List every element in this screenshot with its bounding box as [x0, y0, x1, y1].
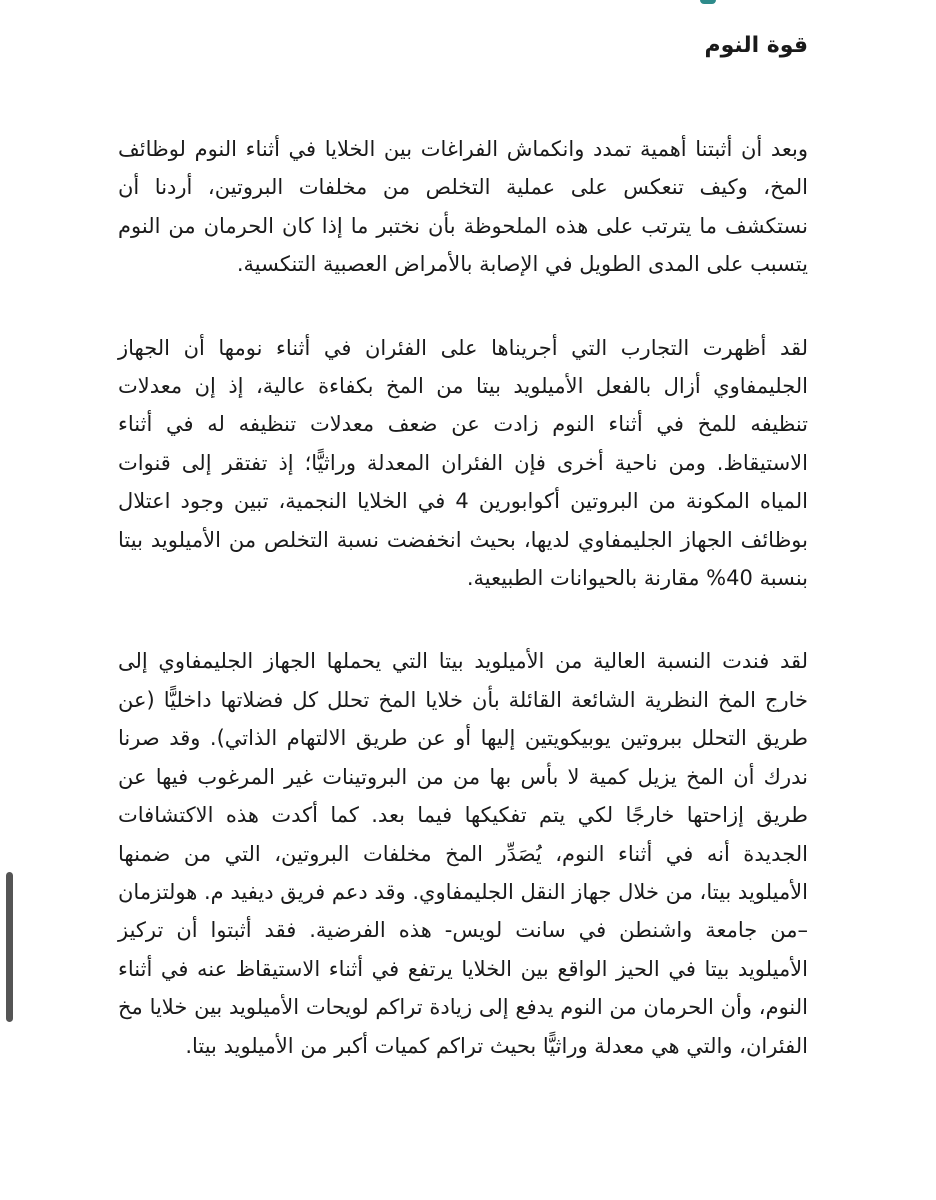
section-title: قوة النوم [704, 33, 808, 58]
article-body [118, 20, 808, 1065]
paragraph-2: لقد أظهرت التجارب التي أجريناها على الفئران في أثناء نومها أن الجهاز الجليمفاوي أزال بالفعل الأميلويد بيتا من المخ بكفاءة عالية، إذ إن معدلات تنظيفه للمخ في أثناء النوم زادت عن ضعف معدلات تنظيفه له في أثناء الاستيقاظ. ومن ناحية أخرى فإن الفئران المعدلة وراثيًّا؛ إذ تفتقر إلى قنوات المياه المكونة من البروتين أكوابورين 4 في الخلايا النجمية، تبين وجود اعتلال بوظائف الجهاز الجليمفاوي لديها، بحيث انخفضت نسبة التخلص من الأميلويد بيتا بنسبة 40% مقارنة بالحيوانات الطبيعية. [118, 335, 808, 591]
vertical-scrollbar[interactable] [6, 872, 13, 1022]
top-accent-mark [700, 0, 716, 4]
paragraph-3: لقد فندت النسبة العالية من الأميلويد بيتا التي يحملها الجهاز الجليمفاوي إلى خارج المخ النظرية الشائعة القائلة بأن خلايا المخ تحلل كل فضلاتها داخليًّا (عن طريق التحلل ببروتين يوبيكويتين إليها أو عن طريق الالتهام الذاتي). وقد صرنا ندرك أن المخ يزيل كمية لا بأس بها من من البروتينات غير المرغوب فيها عن طريق إزاحتها خارجًا لكي يتم تفكيكها فيما بعد. كما أكدت هذه الاكتشافات الجديدة أنه في أثناء النوم، يُصَدِّر المخ مخلفات البروتين، التي من ضمنها الأميلويد بيتا، من خلال جهاز النقل الجليمفاوي. وقد دعم فريق ديفيد م. هولتزمان –من جامعة واشنطن في سانت لويس- هذه الفرضية. فقد أثبتوا أن تركيز الأميلويد بيتا في الحيز الواقع بين الخلايا يرتفع في أثناء الاستيقاظ عنه في أثناء النوم، وأن الحرمان من النوم يدفع إلى زيادة تراكم لويحات الأميلويد بين خلايا مخ الفئران، والتي هي معدلة وراثيًّا بحيث تراكم كميات أكبر من الأميلويد بيتا. [118, 649, 808, 1058]
paragraph-1: وبعد أن أثبتنا أهمية تمدد وانكماش الفراغات بين الخلايا في أثناء النوم لوظائف المخ، وكيف تنعكس على عملية التخلص من مخلفات البروتين، أردنا أن نستكشف ما يترتب على هذه الملحوظة بأن نختبر ما إذا كان الحرمان من النوم يتسبب على المدى الطويل في الإصابة بالأمراض العصبية التنكسية. [118, 137, 808, 277]
